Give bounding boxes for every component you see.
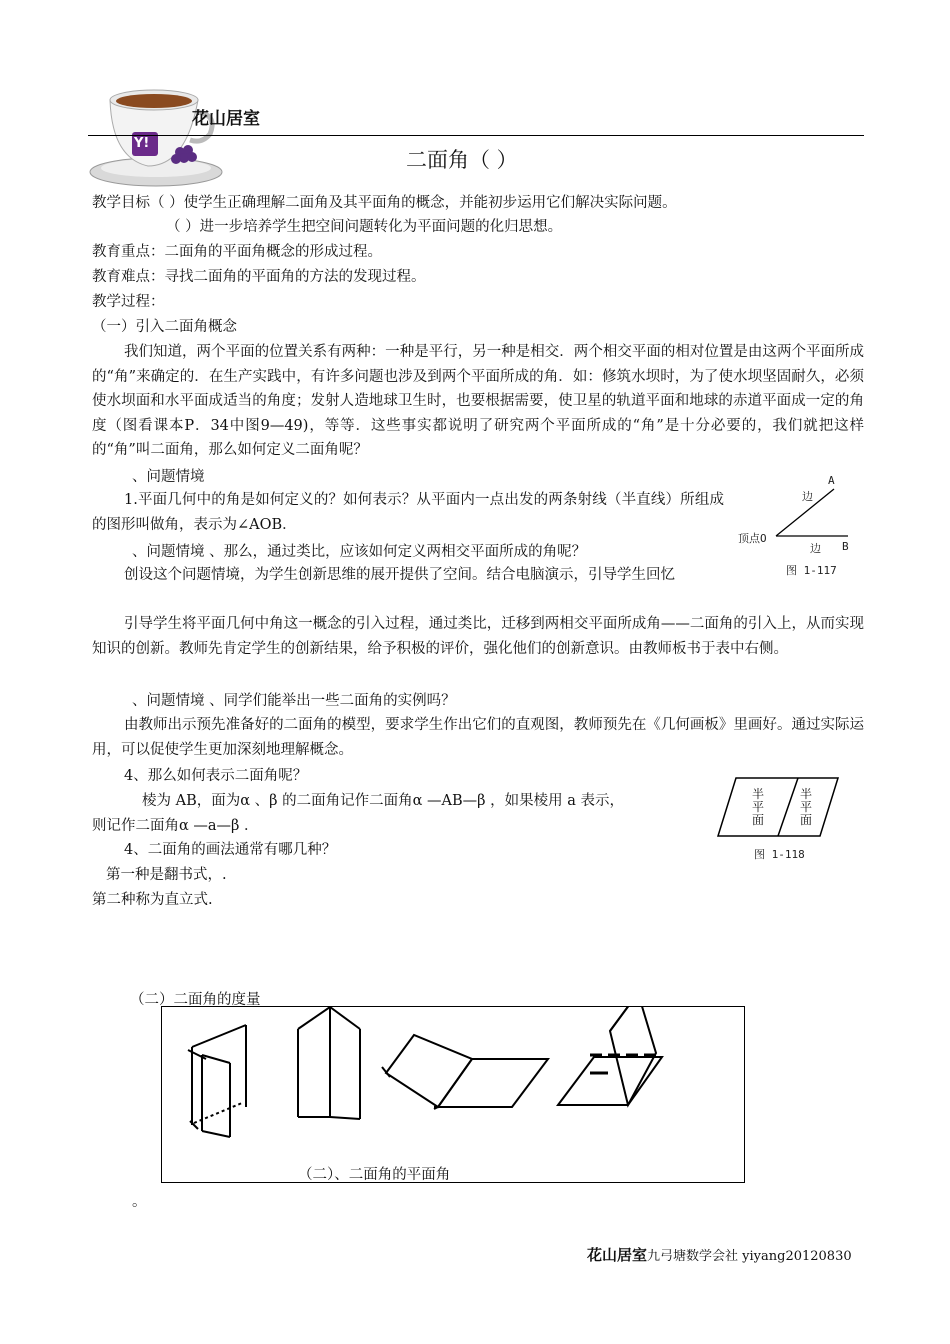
label-edge-top: 边 [802, 490, 813, 503]
sketch-flat [382, 1035, 548, 1109]
question-situation-c: 、问题情境 、同学们能举出一些二面角的实例吗？ [132, 693, 456, 709]
half-plane-label-1: 半平面 [752, 787, 765, 827]
dihedral-figures-box [161, 1006, 745, 1183]
box-caption: （二）、二面角的平面角 [298, 1167, 451, 1183]
objective-line-2: （ ）进一步培养学生把空间问题转化为平面问题的化归思想。 [166, 219, 563, 235]
label-A: A [828, 474, 835, 487]
sketch-plane-angle [558, 1007, 662, 1105]
method-1: 第一种是翻书式，. [106, 867, 227, 883]
intro-paragraph: 我们知道，两个平面的位置关系有两种：一种是平行，另一种是相交．两个相交平面的相对位置是由这两个平面所成的“角”来确定的．在生产实践中，有许多问题也涉及到两个平面所成的角．如：修筑水坝时，为了使水坝坚固耐久，必须使水坝面和水平面成适当的角度；发射人造地球卫生时，也要根据需要，使卫星的轨道平面和地球的赤道平面成一定的角度（图看课本P．34中图9—49)，等等．这些事实都说明了研究两个平面所成的“角”是十分必要的，我们就把这样的“角”叫二面角，那么如何定义二面角呢？ [92, 344, 864, 459]
header-brand: 花山居室 [192, 109, 260, 129]
fig117-caption: 图 1-117 [786, 564, 837, 577]
end-mark: 。 [132, 1194, 147, 1210]
key-point: 教育重点：二面角的平面角概念的形成过程。 [92, 244, 382, 260]
method-2: 第二种称为直立式. [92, 892, 213, 908]
difficulty: 教育难点：寻找二面角的平面角的方法的发现过程。 [92, 269, 426, 285]
question-situation-b: 、问题情境 、那么，通过类比，应该如何定义两相交平面所成的角呢？ [132, 544, 587, 560]
footer-brand: 花山居室 [587, 1246, 648, 1264]
logo-badge: Y! [134, 136, 150, 151]
process-label: 教学过程： [92, 294, 165, 310]
dihedral-sketches [162, 1007, 746, 1184]
create-paragraph: 创设这个问题情境，为学生创新思维的展开提供了空间。结合电脑演示，引导学生回忆 [124, 567, 675, 583]
footer-text: 九弓塘数学会社 yiyang20120830 [647, 1249, 852, 1264]
footer [587, 1244, 852, 1265]
label-edge-bottom: 边 [810, 542, 821, 555]
fig118-caption: 图 1-118 [754, 848, 805, 861]
figure-1-117 [736, 474, 866, 584]
half-plane-label-2: 半平面 [800, 787, 813, 827]
objective-line-1: 教学目标（ ）使学生正确理解二面角及其平面角的概念，并能初步运用它们解决实际问题。 [92, 195, 677, 211]
section1-heading: （一）引入二面角概念 [92, 319, 237, 335]
sketch-open-book [298, 1007, 360, 1119]
label-vertex: 顶点O [738, 532, 767, 545]
guide-paragraph: 引导学生将平面几何中角这一概念的引入过程，通过类比，迁移到两相交平面所成角——二面角的引入上，从而实现知识的创新。教师先肯定学生的创新结果，给予积极的评价，强化他们的创新意识。由教师板书于表中右侧。 [92, 616, 864, 657]
section2-heading: （二）二面角的度量 [130, 992, 261, 1008]
header-rule [88, 135, 864, 136]
question-4: 4、那么如何表示二面角呢？ [124, 768, 308, 784]
notation-line-1: 棱为 AB，面为α 、β 的二面角记作二面角α —AB—β ，如果棱用 a 表示， [142, 793, 625, 809]
notation-line-2: 则记作二面角α —a—β ． [92, 818, 259, 834]
model-paragraph: 由教师出示预先准备好的二面角的模型，要求学生作出它们的直观图，教师预先在《几何画板》里画好。通过实际运用，可以促使学生更加深刻地理解概念。 [92, 717, 864, 758]
sketch-upright [188, 1025, 246, 1137]
question-4b: 4、二面角的画法通常有哪几种？ [124, 842, 337, 858]
page-title: 二面角（ ） [406, 148, 518, 172]
question-1: 1.平面几何中的角是如何定义的？如何表示？从平面内一点出发的两条射线（半直线）所组成的图形叫做角，表示为∠AOB． [92, 492, 724, 533]
figure-1-118 [716, 774, 866, 864]
question-situation-a: 、问题情境 [132, 469, 205, 485]
label-B: B [842, 540, 849, 553]
